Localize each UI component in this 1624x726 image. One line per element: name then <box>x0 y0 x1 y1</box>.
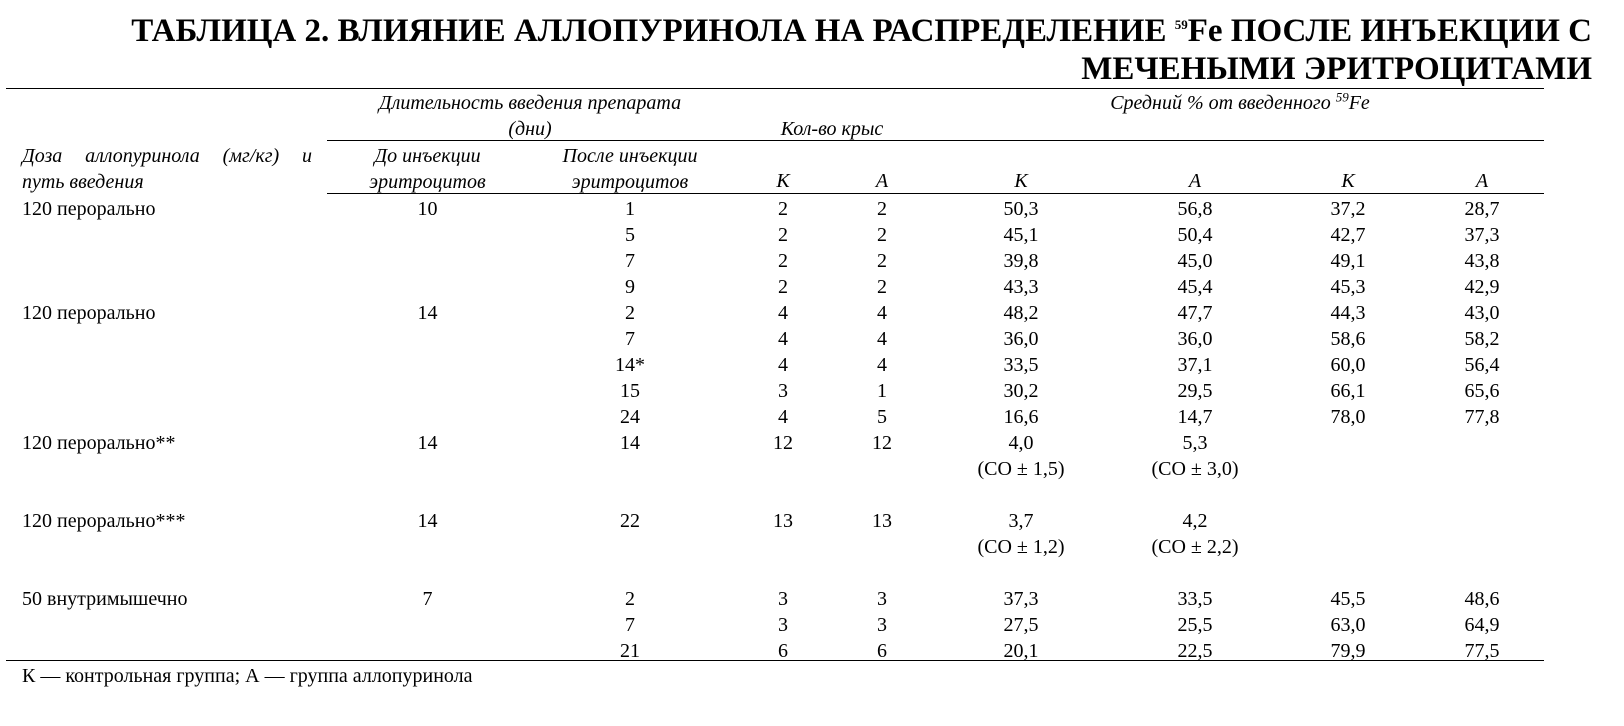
cell-dose: 50 внутримышечно <box>22 588 188 610</box>
cell-dose: 120 перорально <box>22 198 156 220</box>
cell-pct-a1: 4,2 <box>1182 510 1208 532</box>
cell-rats-a: 6 <box>877 640 887 662</box>
cell-pct-a1: 45,0 <box>1177 250 1213 272</box>
cell-dose: 120 перорально** <box>22 432 176 454</box>
cell-pct-a2: 37,3 <box>1464 224 1500 246</box>
rats-a-header: А <box>875 170 889 192</box>
cell-rats-k: 4 <box>778 302 788 324</box>
cell-pct-k1: 3,7 <box>1008 510 1034 532</box>
rats-k-header: К <box>776 170 790 192</box>
cell-pct-k2: 37,2 <box>1330 198 1366 220</box>
cell-after: 9 <box>625 276 635 298</box>
footnote: К — контрольная группа; А — группа аллопуринола <box>22 665 473 687</box>
dose-header: Доза аллопуринола (мг/кг) и путь введения <box>22 145 312 193</box>
cell-rats-k: 2 <box>778 250 788 272</box>
cell-after: 2 <box>625 302 635 324</box>
cell-after: 24 <box>620 406 640 428</box>
cell-rats-k: 3 <box>778 380 788 402</box>
cell-pct-a2: 43,0 <box>1464 302 1500 324</box>
cell-pct-a1: 14,7 <box>1177 406 1213 428</box>
cell-before: 14 <box>417 510 438 532</box>
cell-pct-a2: 77,8 <box>1464 406 1500 428</box>
cell-pct-a2: 56,4 <box>1464 354 1500 376</box>
cell-after: 5 <box>625 224 635 246</box>
table-title <box>0 12 1592 88</box>
cell-rats-a: 2 <box>877 198 887 220</box>
cell-after: 15 <box>620 380 640 402</box>
pct-a1-header: А <box>1188 170 1202 192</box>
cell-rats-k: 6 <box>778 640 788 662</box>
cell-pct-a1: (СО ± 3,0) <box>1151 458 1239 480</box>
cell-rats-a: 5 <box>877 406 887 428</box>
after-injection-header: После инъекции эритроцитов <box>562 145 698 193</box>
cell-pct-a1: 45,4 <box>1177 276 1213 298</box>
title-line-2: МЕЧЕНЫМИ ЭРИТРОЦИТАМИ <box>1081 51 1592 87</box>
pct-k1-header: К <box>1014 170 1028 192</box>
pct-a2-header: А <box>1475 170 1489 192</box>
cell-rats-a: 2 <box>877 224 887 246</box>
cell-pct-k1: 20,1 <box>1003 640 1039 662</box>
cell-pct-k1: 48,2 <box>1003 302 1039 324</box>
cell-before: 7 <box>422 588 433 610</box>
cell-after: 22 <box>620 510 640 532</box>
cell-pct-k2: 78,0 <box>1330 406 1366 428</box>
cell-pct-a1: 47,7 <box>1177 302 1213 324</box>
cell-pct-a1: 29,5 <box>1177 380 1213 402</box>
cell-after: 2 <box>625 588 635 610</box>
cell-pct-a2: 58,2 <box>1464 328 1500 350</box>
cell-after: 1 <box>625 198 635 220</box>
cell-pct-k2: 60,0 <box>1330 354 1366 376</box>
cell-before: 10 <box>417 198 438 220</box>
cell-pct-k1: 27,5 <box>1003 614 1039 636</box>
cell-before: 14 <box>417 302 438 324</box>
cell-rats-a: 4 <box>877 328 887 350</box>
cell-rats-a: 13 <box>872 510 892 532</box>
cell-rats-k: 4 <box>778 406 788 428</box>
cell-pct-k1: 50,3 <box>1003 198 1039 220</box>
cell-pct-a2: 77,5 <box>1464 640 1500 662</box>
rats-count-header: Кол-во крыс <box>780 118 884 140</box>
cell-rats-k: 12 <box>773 432 793 454</box>
cell-rats-k: 13 <box>773 510 793 532</box>
cell-rats-a: 4 <box>877 302 887 324</box>
cell-after: 14* <box>615 354 645 376</box>
title-line-1: ТАБЛИЦА 2. ВЛИЯНИЕ АЛЛОПУРИНОЛА НА РАСПРЕДЕЛЕНИЕ $^{59}$Fe ПОСЛЕ ИНЪЕКЦИИ С <box>131 13 1592 49</box>
cell-pct-k1: 16,6 <box>1003 406 1039 428</box>
cell-pct-k1: 45,1 <box>1003 224 1039 246</box>
table-top-rule <box>6 88 1544 89</box>
cell-rats-a: 2 <box>877 250 887 272</box>
cell-after: 21 <box>620 640 640 662</box>
cell-pct-k1: 39,8 <box>1003 250 1039 272</box>
cell-pct-a2: 48,6 <box>1464 588 1500 610</box>
mean-percent-header: Средний % от введенного $^{59}$Fe <box>1110 89 1370 114</box>
cell-rats-k: 4 <box>778 354 788 376</box>
cell-pct-a1: 22,5 <box>1177 640 1213 662</box>
before-injection-header: До инъекции эритроцитов <box>369 145 486 193</box>
cell-pct-k2: 49,1 <box>1330 250 1366 272</box>
cell-pct-a2: 28,7 <box>1464 198 1500 220</box>
cell-pct-a1: 25,5 <box>1177 614 1213 636</box>
cell-pct-a2: 64,9 <box>1464 614 1500 636</box>
cell-rats-k: 2 <box>778 198 788 220</box>
cell-pct-k2: 44,3 <box>1330 302 1366 324</box>
cell-pct-k2: 45,3 <box>1330 276 1366 298</box>
cell-pct-a1: 50,4 <box>1177 224 1213 246</box>
cell-after: 7 <box>625 328 635 350</box>
cell-dose: 120 перорально*** <box>22 510 186 532</box>
cell-pct-k2: 42,7 <box>1330 224 1366 246</box>
cell-pct-k1: 36,0 <box>1003 328 1039 350</box>
cell-pct-k1: 30,2 <box>1003 380 1039 402</box>
cell-pct-k1: 4,0 <box>1008 432 1034 454</box>
cell-after: 7 <box>625 250 635 272</box>
cell-pct-a1: 33,5 <box>1177 588 1213 610</box>
duration-header: Длительность введения препарата (дни) <box>378 92 682 140</box>
cell-rats-a: 1 <box>877 380 887 402</box>
cell-pct-a1: 56,8 <box>1177 198 1213 220</box>
cell-pct-a2: 42,9 <box>1464 276 1500 298</box>
cell-pct-k2: 45,5 <box>1330 588 1366 610</box>
cell-pct-k1: 33,5 <box>1003 354 1039 376</box>
cell-pct-k1: 37,3 <box>1003 588 1039 610</box>
cell-pct-k1: 43,3 <box>1003 276 1039 298</box>
cell-pct-a2: 65,6 <box>1464 380 1500 402</box>
cell-pct-a1: 37,1 <box>1177 354 1213 376</box>
cell-rats-a: 4 <box>877 354 887 376</box>
cell-rats-a: 12 <box>872 432 892 454</box>
cell-pct-k1: (СО ± 1,2) <box>977 536 1065 558</box>
cell-pct-k2: 58,6 <box>1330 328 1366 350</box>
cell-after: 7 <box>625 614 635 636</box>
cell-rats-k: 2 <box>778 276 788 298</box>
cell-pct-a2: 43,8 <box>1464 250 1500 272</box>
cell-before: 14 <box>417 432 438 454</box>
cell-rats-k: 3 <box>778 614 788 636</box>
cell-pct-k2: 66,1 <box>1330 380 1366 402</box>
cell-rats-a: 3 <box>877 614 887 636</box>
cell-rats-k: 2 <box>778 224 788 246</box>
cell-pct-a1: (СО ± 2,2) <box>1151 536 1239 558</box>
cell-pct-k1: (СО ± 1,5) <box>977 458 1065 480</box>
cell-pct-k2: 79,9 <box>1330 640 1366 662</box>
cell-dose: 120 перорально <box>22 302 156 324</box>
cell-pct-a1: 5,3 <box>1182 432 1208 454</box>
cell-rats-k: 3 <box>778 588 788 610</box>
cell-rats-a: 2 <box>877 276 887 298</box>
cell-after: 14 <box>620 432 640 454</box>
pct-k2-header: К <box>1341 170 1355 192</box>
cell-rats-a: 3 <box>877 588 887 610</box>
cell-pct-a1: 36,0 <box>1177 328 1213 350</box>
cell-rats-k: 4 <box>778 328 788 350</box>
cell-pct-k2: 63,0 <box>1330 614 1366 636</box>
